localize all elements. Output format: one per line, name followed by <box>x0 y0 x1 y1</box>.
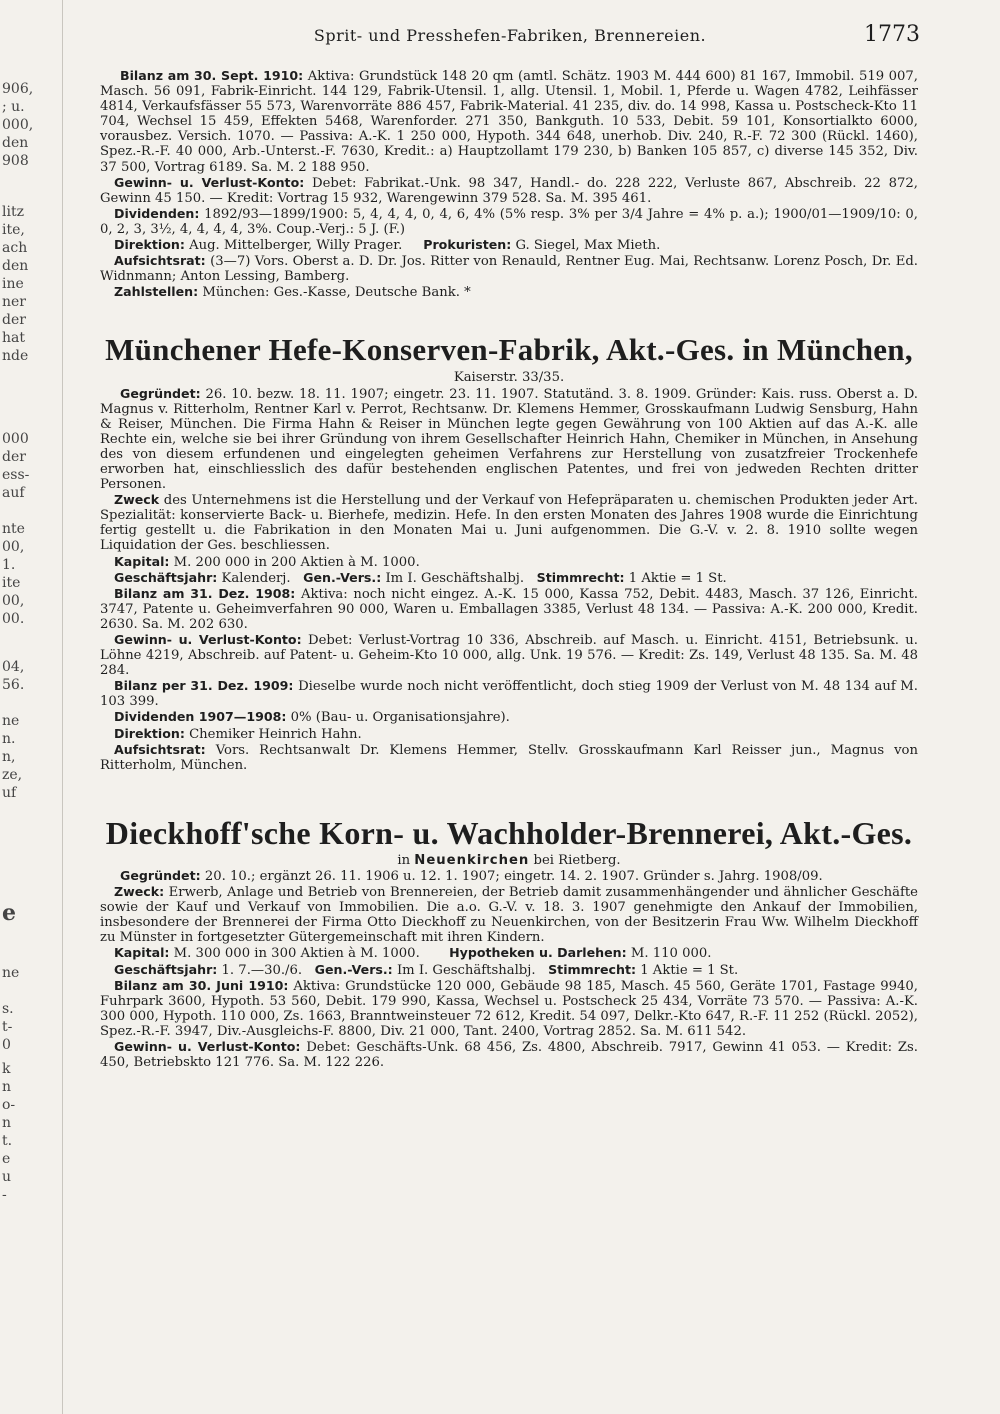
margin-fragment: t. <box>2 1133 13 1149</box>
label: Bilanz per 31. Dez. 1909: <box>114 678 294 694</box>
margin-fragment: 0 <box>2 1037 11 1053</box>
text: Im I. Geschäftshalbj. <box>396 962 536 978</box>
margin-fragment: 000, <box>2 117 34 133</box>
label: Bilanz am 31. Dez. 1908: <box>114 585 296 601</box>
label: Zweck: <box>114 884 165 900</box>
margin-fragment: nte <box>2 521 25 537</box>
margin-fragment: litz <box>2 204 24 220</box>
text: Aktiva: Grundstücke 120 000, Gebäude 98 185, Masch. 45 560, Geräte 1701, Fastage 9940, Fuhrpark 3600, Hypoth. 53 560, Debit. 179 990, Kassa, Wechsel u. Postscheck 25 434, Vorräte 73 570. — Passiva: A.-K. 300 000, Hypoth. 110 000, Zs. 1663, Branntweinsteuer 72 612, Kredit. 54 097, Delkr.-Kto 647, R.-F. 11 252 (Rückl. 2052), Spez.-R.-F. 3947, Div.-Ausgleichs-F. 8800, Div. 21 000, Tant. 2400, Vortrag 2852. Sa. M. 611 542. <box>100 978 918 1039</box>
margin-fragment: e <box>2 900 16 926</box>
margin-fragment: 00. <box>2 611 25 627</box>
label: Gewinn- u. Verlust-Konto: <box>114 174 305 190</box>
entry-bilanz-1909 <box>100 678 918 709</box>
label: Bilanz am 30. Juni 1910: <box>114 977 289 993</box>
label: Stimmrecht: <box>548 961 637 977</box>
margin-fragment: der <box>2 449 26 465</box>
label: Gen.-Vers.: <box>303 569 382 585</box>
margin-fragment: ite <box>2 575 21 591</box>
margin-fragment: e <box>2 1151 11 1167</box>
label: Gegründet: <box>120 867 201 883</box>
margin-fragment: den <box>2 135 29 151</box>
page-number: 1773 <box>864 22 920 47</box>
label: Gewinn- u. Verlust-Konto: <box>114 1038 301 1054</box>
text: des Unternehmens ist die Herstellung und der Verkauf von Hefepräparaten u. chemischen Produkten jeder Art. Spezialität: konservierte Back- u. Bierhefe, medizin. Hefe. In den ersten Monaten des Jahres 1908 wurde die Einrichtung fertig gestellt u. die Fabrikation in den Monaten Mai u. Juni aufgenommen. Die G.-V. v. 2. 8. 1910 sollte wegen Liquidation der Ges. beschliessen. <box>100 493 918 554</box>
adjacent-page-margin <box>0 0 63 1414</box>
label: Gewinn- u. Verlust-Konto: <box>114 632 302 647</box>
text: 1. 7.—30./6. <box>221 962 303 978</box>
entry-dividenden <box>100 206 918 237</box>
entry-bilanz <box>100 68 918 175</box>
entry-kapital <box>100 554 918 570</box>
entry-gewinn <box>100 175 918 206</box>
label: Stimmrecht: <box>536 569 625 585</box>
margin-fragment: t- <box>2 1019 13 1035</box>
label: Prokuristen: <box>423 237 512 253</box>
margin-fragment: ; u. <box>2 99 25 115</box>
entry-gewinn <box>100 632 918 678</box>
margin-fragment: u <box>2 1169 12 1185</box>
entry-bilanz <box>100 978 918 1039</box>
text: Kalenderj. <box>221 570 291 586</box>
margin-fragment: k <box>2 1061 11 1077</box>
entry-direktion <box>100 726 918 742</box>
text: 1 Aktie = 1 St. <box>628 570 727 586</box>
margin-fragment: ess- <box>2 467 30 483</box>
label: Gen.-Vers.: <box>314 961 393 977</box>
margin-fragment: n, <box>2 749 16 765</box>
margin-fragment: 908 <box>2 153 29 169</box>
margin-fragment: 00, <box>2 539 25 555</box>
label: Geschäftsjahr: <box>114 961 218 977</box>
text: Dieselbe wurde noch nicht veröffentlicht, doch stieg 1909 der Verlust von M. 48 134 auf M. 103 399. <box>100 679 918 710</box>
text: 26. 10. bezw. 18. 11. 1907; eingetr. 23. 11. 1907. Statutänd. 3. 8. 1909. Gründer: Kais. russ. Oberst a. D. Magnus v. Ritterholm, Rentner Karl v. Perrot, Rechtsanw. Dr. Klemens Hemmer, Grosskaufmann Ludwig Sensburg, Hahn & Reiser, München. Die Firma Hahn & Reiser in München legte gegen Gewährung von 100 Aktien auf das A.-K. alle Rechte ein, welche sie bei ihrer Gründung von ihrem Gesellschafter Heinrich Hahn, Chemiker in München, in Ansehung des von diesem erfundenen und eingelegten geheimen Verfahrens zur Herstellung von zusatzfreier Trockenhefe erworben hat, einschliesslich des dafür bestehenden englischen Patentes, und frei von jedweden Rechten dritter Personen. <box>100 386 918 493</box>
margin-fragment: s. <box>2 1001 14 1017</box>
margin-fragment: 04, <box>2 659 25 675</box>
entry-geschaeftsjahr <box>100 962 918 978</box>
margin-fragment: ne <box>2 965 20 981</box>
label: Kapital: <box>114 945 170 961</box>
text: M. 300 000 in 300 Aktien à M. 1000. <box>173 946 420 962</box>
label: Dividenden: <box>114 205 200 221</box>
entry-zweck <box>100 884 918 945</box>
entry-aufsichtsrat <box>100 253 918 284</box>
label: Aufsichtsrat: <box>114 741 206 757</box>
text: (3—7) Vors. Oberst a. D. Dr. Jos. Ritter von Renauld, Rentner Eug. Mai, Rechtsanw. Lorenz Posch, Dr. Ed. Widnmann; Anton Lessing, Bamberg. <box>100 254 918 285</box>
entry-direktion <box>100 237 918 253</box>
margin-fragment: 906, <box>2 81 34 97</box>
text: Aktiva: Grundstück 148 20 qm (amtl. Schätz. 1903 M. 444 600) 81 167, Immobil. 519 007, Masch. 56 091, Fabrik-Einricht. 144 129, Fabrik-Utensil. 1, allg. Utensil. 1, Mobil. 1, Pferde u. Wagen 4782, Leihfässer 4814, Verkaufsfässer 55 573, Warenvorräte 886 457, Fabrik-Material. 41 235, div. do. 14 998, Kassa u. Postscheck-Kto 11 704, Wechsel 15 459, Effekten 5468, Warenforder. 271 350, Bankguth. 10 533, Debit. 59 101, Konsortialkto 6000, vorausbez. Versich. 1070. — Passiva: A.-K. 1 250 000, Hypoth. 344 648, unerhob. Div. 240, R.-F. 72 300 (Rückl. 1460), Spez.-R.-F. 40 000, Arb.-Unterst.-F. 7630, Kredit.: a) Hauptzollamt 179 230, b) Banken 105 857, c) diverse 145 352, Div. 37 500, Vortrag 6189. Sa. M. 2 188 950. <box>100 69 918 175</box>
text: Erwerb, Anlage und Betrieb von Brennereien, der Betrieb damit zusammenhängender und ähnlicher Geschäfte sowie der Kauf und Verkauf von Immobilien. Die a.o. G.-V. v. 18. 3. 1907 genehmigte den Ankauf der Immobilien, insbesondere der Brennerei der Firma Otto Dieckhoff zu Neuenkirchen, von der Besitzerin Frau Ww. Wilhelm Dieckhoff zu Münster in fortgesetzter Gütergemeinschaft mit ihren Kindern. <box>100 885 918 946</box>
text: Aug. Mittelberger, Willy Prager. <box>189 238 403 254</box>
margin-fragment: ach <box>2 240 28 256</box>
margin-fragment: 56. <box>2 677 25 693</box>
location-prefix: in <box>397 852 411 868</box>
margin-fragment: - <box>2 1187 7 1203</box>
margin-fragment: n <box>2 1115 12 1131</box>
label: Dividenden 1907—1908: <box>114 709 287 725</box>
label: Geschäftsjahr: <box>114 569 218 585</box>
entry-bilanz-1908 <box>100 586 918 632</box>
entry-aufsichtsrat <box>100 742 918 773</box>
margin-fragment: 1. <box>2 557 16 573</box>
margin-fragment: ner <box>2 294 26 310</box>
label: Hypotheken u. Darlehen: <box>449 945 627 961</box>
entry-dividenden <box>100 709 918 725</box>
label: Direktion: <box>114 237 185 253</box>
entry-geschaeftsjahr <box>100 570 918 586</box>
margin-fragment: uf <box>2 785 17 801</box>
text: Vors. Rechtsanwalt Dr. Klemens Hemmer, Stellv. Grosskaufmann Karl Reisser jun., Magnus von Ritterholm, München. <box>100 742 918 773</box>
margin-fragment: ne <box>2 713 20 729</box>
margin-fragment: ze, <box>2 767 23 783</box>
text: M. 200 000 in 200 Aktien à M. 1000. <box>173 554 420 570</box>
margin-fragment: auf <box>2 485 25 501</box>
entry-gegruendet <box>100 868 918 884</box>
margin-fragment: den <box>2 258 29 274</box>
text: Im I. Geschäftshalbj. <box>385 570 525 586</box>
company-title: Dieckhoff'sche Korn- u. Wachholder-Brennerei, Akt.-Ges. <box>105 814 913 851</box>
margin-fragment: o- <box>2 1097 16 1113</box>
text: Chemiker Heinrich Hahn. <box>189 726 362 742</box>
text: Debet: Verlust-Vortrag 10 336, Abschreib. auf Masch. u. Einricht. 4151, Betriebsunk. u. Löhne 4219, Abschreib. auf Patent- u. Geheim-Kto 10 000, allg. Unk. 19 576. — Kredit: Zs. 149, Verlust 48 135. Sa. M. 48 284. <box>100 633 918 679</box>
text: 0% (Bau- u. Organisationsjahre). <box>290 710 510 726</box>
label: Zweck <box>114 492 160 508</box>
entry-zweck <box>100 492 918 553</box>
entry-kapital <box>100 945 918 961</box>
text: Aktiva: noch nicht eingez. A.-K. 15 000, Kassa 752, Debit. 4483, Masch. 37 126, Einricht. 3747, Patente u. Geheimverfahren 90 000, Waren u. Emballagen 3385, Verlust 48 134. — Passiva: A.-K. 200 000, Kredit. 2630. Sa. M. 202 630. <box>100 586 918 632</box>
entry-gewinn <box>100 1039 918 1070</box>
page-content <box>100 68 918 1070</box>
label: Direktion: <box>114 725 185 741</box>
margin-fragment: n. <box>2 731 16 747</box>
text: Debet: Fabrikat.-Unk. 98 347, Handl.- do. 228 222, Verluste 867, Abschreib. 22 872, Gewinn 45 150. — Kredit: Vortrag 15 932, Warengewinn 379 528. Sa. M. 395 461. <box>100 175 918 206</box>
text: München: Ges.-Kasse, Deutsche Bank. * <box>202 285 471 301</box>
running-title: Sprit- und Presshefen-Fabriken, Brennereien. <box>313 26 707 45</box>
text: 1 Aktie = 1 St. <box>640 962 739 978</box>
margin-fragment: n <box>2 1079 12 1095</box>
text: G. Siegel, Max Mieth. <box>515 238 661 254</box>
margin-fragment: 000 <box>2 431 29 447</box>
label: Zahlstellen: <box>114 284 199 300</box>
margin-fragment: ine <box>2 276 24 292</box>
entry-gegruendet <box>100 386 918 493</box>
margin-fragment: hat <box>2 330 25 346</box>
text: 1892/93—1899/1900: 5, 4, 4, 4, 0, 4, 6, 4% (5% resp. 3% per 3/4 Jahre = 4% p. a.); 1900/01—1909/10: 0, 0, 2, 3, 3½, 4, 4, 4, 4, 3%. Coup.-Verj.: 5 J. (F.) <box>100 206 918 237</box>
company-location <box>100 853 918 868</box>
text: M. 110 000. <box>630 946 712 962</box>
margin-fragment: 00, <box>2 593 25 609</box>
margin-fragment: nde <box>2 348 29 364</box>
text: 20. 10.; ergänzt 26. 11. 1906 u. 12. 1. 1907; eingetr. 14. 2. 1907. Gründer s. Jahrg. 1908/09. <box>204 868 823 884</box>
location-city: Neuenkirchen <box>414 852 530 868</box>
page-header <box>100 22 920 52</box>
label: Bilanz am 30. Sept. 1910: <box>120 68 304 83</box>
margin-fragment: der <box>2 312 26 328</box>
text: Debet: Geschäfts-Unk. 68 456, Zs. 4800, Abschreib. 7917, Gewinn 41 053. — Kredit: Zs. 450, Betriebskto 121 776. Sa. M. 122 226. <box>100 1039 918 1071</box>
label: Gegründet: <box>120 385 201 401</box>
entry-zahlstellen <box>100 284 918 300</box>
location-suffix: bei Rietberg. <box>533 852 621 868</box>
company-title: Münchener Hefe-Konserven-Fabrik, Akt.-Ges. in München, <box>105 332 913 368</box>
company-address: Kaiserstr. 33/35. <box>453 370 565 386</box>
label: Kapital: <box>114 553 170 569</box>
margin-fragment: ite, <box>2 222 25 238</box>
label: Aufsichtsrat: <box>114 253 206 269</box>
